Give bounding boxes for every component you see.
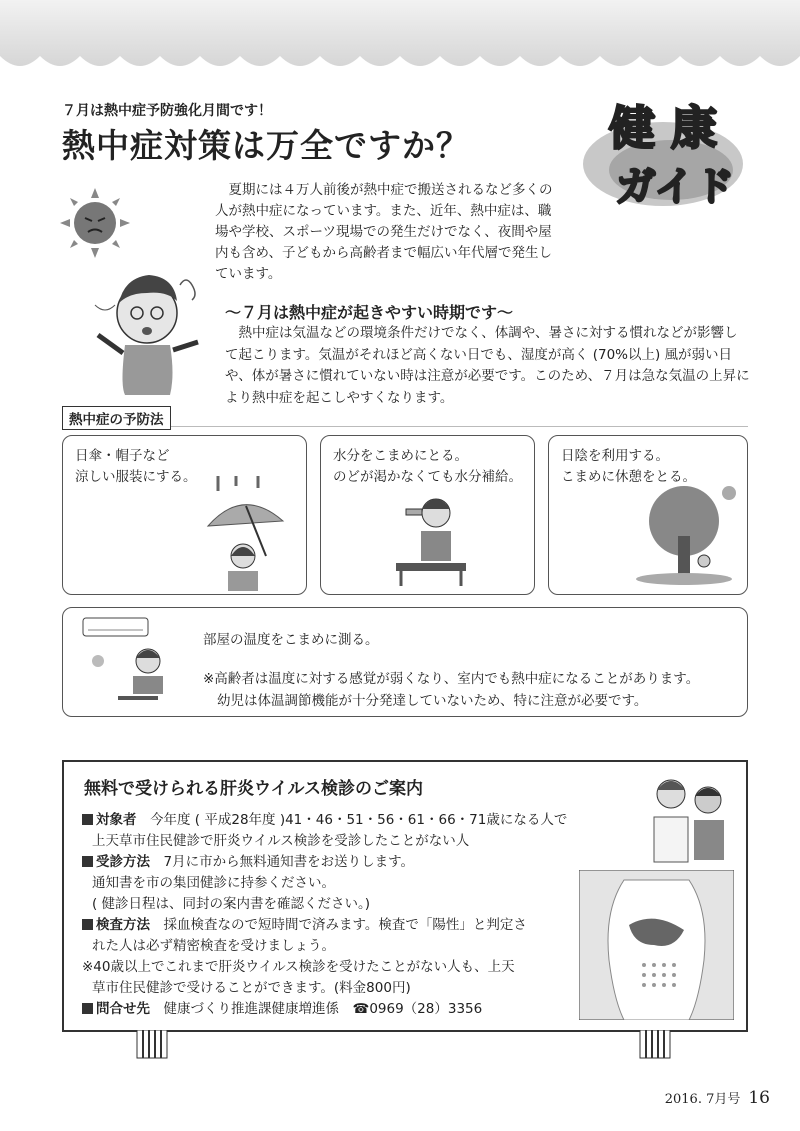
method-text-3: ( 健診日程は、同封の案内書を確認ください。) [92, 896, 371, 912]
room-main-text: 部屋の温度をこまめに測る。 [203, 632, 379, 648]
room-note [203, 668, 748, 712]
intro-paragraph: 夏期には４万人前後が熱中症で搬送されるなど多くの人が熱中症になっています。また、近年、熱中症は、職場や学校、スポーツ現場での発生だけでなく、夜間や屋内も含め、子どもから高齢者まで幅広い年代層で発生しています。 [215, 182, 553, 282]
sign-post-left [135, 1030, 170, 1060]
card-line1: 日陰を利用する。 [561, 448, 669, 464]
prevention-label: 熱中症の予防法 [62, 406, 171, 430]
angry-sun-icon [60, 188, 130, 258]
bullet-square-icon [82, 856, 93, 867]
nurse-and-patient-icon [646, 772, 736, 867]
bullet-square-icon [82, 1003, 93, 1014]
air-conditioner-icon [78, 616, 193, 711]
drinking-boy-icon [391, 491, 471, 586]
room-note-line1: ※高齢者は温度に対する感覚が弱くなり、室内でも熱中症になることがあります。 [203, 671, 700, 687]
target-text: 今年度 ( 平成28年度 )41・46・51・56・61・66・71歳になる人で [150, 812, 568, 828]
card-line2: のどが渇かなくても水分補給。 [333, 469, 522, 485]
room-temperature-card [62, 607, 748, 717]
exam-label: 検査方法 [96, 917, 150, 933]
prevention-card-water [320, 435, 535, 595]
target-text-2: 上天草市住民健診で肝炎ウイルス検診を受診したことがない人 [92, 833, 470, 849]
sign-post-right [638, 1030, 673, 1060]
hepatitis-screening-box [62, 760, 748, 1032]
bullet-square-icon [82, 814, 93, 825]
card-line1: 水分をこまめにとる。 [333, 448, 468, 464]
season-heading: ～７月は熱中症が起きやすい時期です～ [225, 303, 514, 322]
page-title: 熱中症対策は万全ですか？ [62, 126, 470, 165]
card-line1: 日傘・帽子など [75, 448, 170, 464]
room-note-line2: 幼児は体温調節機能が十分発達していないため、特に注意が必要です。 [217, 693, 648, 709]
contact-text: 健康づくり推進課健康増進係 [163, 1001, 339, 1017]
method-label: 受診方法 [96, 854, 150, 870]
card-line2: 涼しい服装にする。 [75, 469, 197, 485]
note-text-2: 草市住民健診で受けることができます。(料金800円) [92, 980, 411, 996]
page-footer [665, 1088, 770, 1108]
dizzy-boy-icon [85, 265, 205, 395]
sub-title: ７月は熱中症予防強化月間です！ [62, 103, 272, 119]
tree-shade-icon [634, 481, 744, 586]
page-number: 16 [748, 1088, 770, 1108]
header-band [0, 0, 800, 70]
screening-body [82, 810, 622, 1020]
issue-label: 2016. 7月号 [664, 1092, 741, 1107]
badge-line2: ガイド [615, 163, 735, 210]
exam-text-2: れた人は必ず精密検査を受けましょう。 [92, 938, 335, 954]
health-guide-badge [575, 92, 750, 217]
note-text: ※40歳以上でこれまで肝炎ウイルス検診を受けたことがない人も、上天 [82, 959, 515, 975]
parasol-icon [198, 476, 298, 591]
contact-label: 問合せ先 [96, 1001, 150, 1017]
phone-number: ☎0969（28）3356 [352, 1001, 483, 1017]
exam-text: 採血検査なので短時間で済みます。検査で「陽性」と判定さ [163, 917, 527, 933]
season-paragraph: 熱中症は気温などの環境条件だけでなく、体調や、暑さに対する慣れなどが影響して起こります。気温がそれほど高くない日でも、湿度が高く (70%以上) 風が弱い日や、体が暑さに慣れていない時は注意が必要です。このため、７月は急な気温の上昇により熱中症を起こしやすくなります。 [225, 325, 750, 406]
prevention-card-shade [548, 435, 748, 595]
bullet-square-icon [82, 919, 93, 930]
screening-title: 無料で受けられる肝炎ウイルス検診のご案内 [84, 779, 423, 799]
method-text-2: 通知書を市の集団健診に持参ください。 [92, 875, 335, 891]
badge-line1: 健 康 [608, 101, 718, 155]
liver-anatomy-icon [579, 870, 734, 1020]
target-label: 対象者 [96, 812, 137, 828]
prevention-card-clothing [62, 435, 307, 595]
method-text: 7月に市から無料通知書をお送りします。 [163, 854, 415, 870]
card-line2: こまめに休憩をとる。 [561, 469, 696, 485]
